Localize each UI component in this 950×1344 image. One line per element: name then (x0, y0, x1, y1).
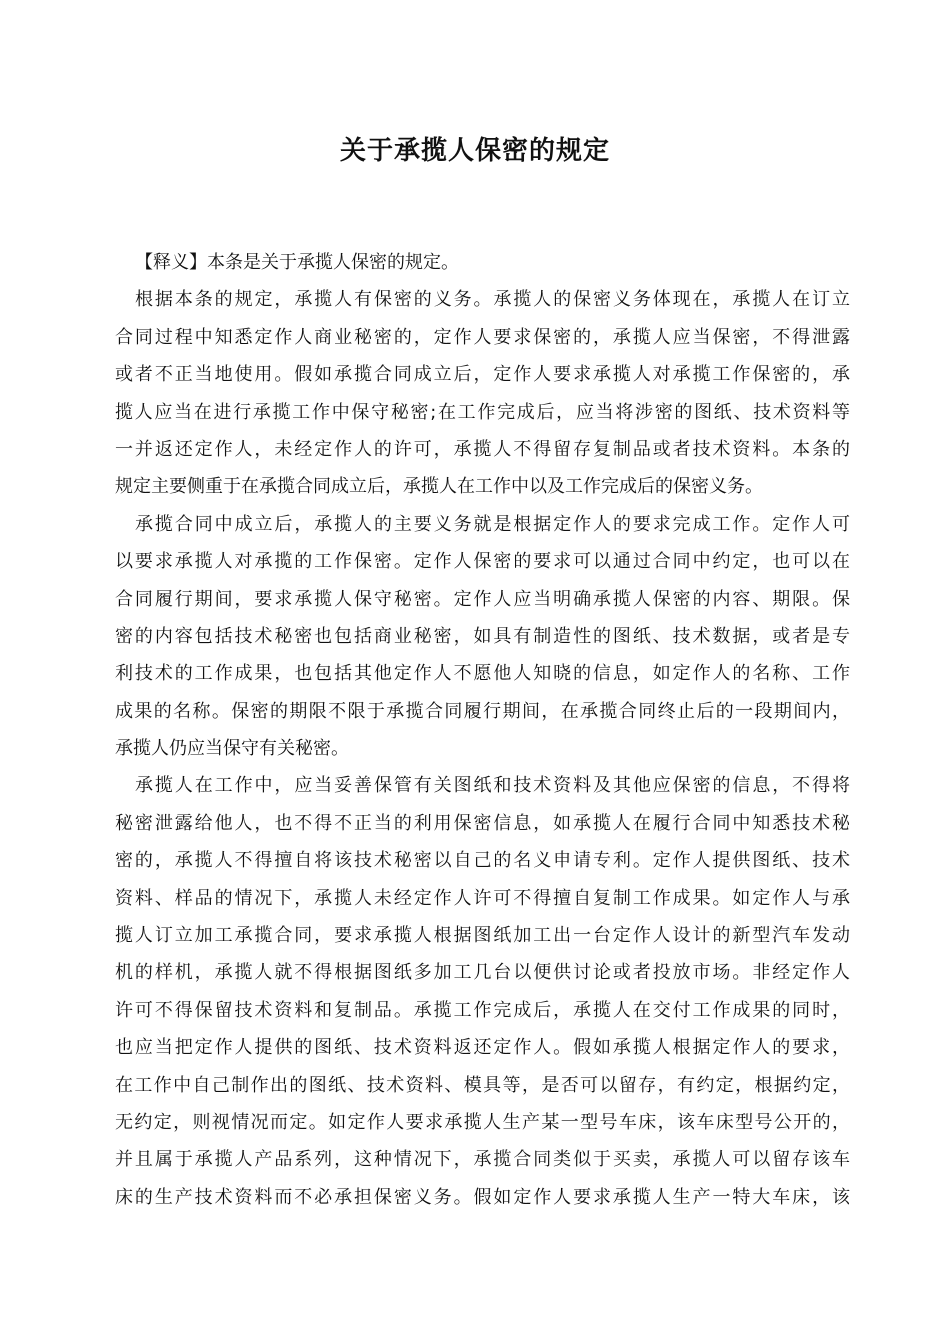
paragraph-line: 在工作中自己制作出的图纸、技术资料、模具等，是否可以留存，有约定，根据约定， (115, 1074, 850, 1096)
paragraph-line: 秘密泄露给他人，也不得不正当的利用保密信息，如承揽人在履行合同中知悉技术秘 (115, 812, 850, 834)
paragraph-line: 密的内容包括技术秘密也包括商业秘密，如具有制造性的图纸、技术数据，或者是专 (115, 625, 850, 647)
paragraph-line: 承揽人在工作中，应当妥善保管有关图纸和技术资料及其他应保密的信息，不得将 (135, 775, 850, 797)
paragraph-line: 密的，承揽人不得擅自将该技术秘密以自己的名义申请专利。定作人提供图纸、技术 (115, 850, 850, 872)
paragraph-line: 揽人订立加工承揽合同，要求承揽人根据图纸加工出一台定作人设计的新型汽车发动 (115, 925, 850, 947)
paragraph-line: 揽人应当在进行承揽工作中保守秘密;在工作完成后，应当将涉密的图纸、技术资料等 (115, 401, 850, 423)
paragraph-line: 一并返还定作人，未经定作人的许可，承揽人不得留存复制品或者技术资料。本条的 (115, 438, 850, 460)
paragraph-line: 合同过程中知悉定作人商业秘密的，定作人要求保密的，承揽人应当保密，不得泄露 (115, 326, 850, 348)
paragraph-line: 规定主要侧重于在承揽合同成立后，承揽人在工作中以及工作完成后的保密义务。 (115, 476, 763, 498)
paragraph-line: 承揽合同中成立后，承揽人的主要义务就是根据定作人的要求完成工作。定作人可 (135, 513, 850, 535)
document-body (115, 244, 850, 1216)
paragraph-line: 机的样机，承揽人就不得根据图纸多加工几台以便供讨论或者投放市场。非经定作人 (115, 962, 850, 984)
paragraph-line: 资料、样品的情况下，承揽人未经定作人许可不得擅自复制工作成果。如定作人与承 (115, 887, 850, 909)
paragraph-line: 成果的名称。保密的期限不限于承揽合同履行期间，在承揽合同终止后的一段期间内， (115, 700, 850, 722)
paragraph-line: 以要求承揽人对承揽的工作保密。定作人保密的要求可以通过合同中约定，也可以在 (115, 551, 850, 573)
paragraph-line: 合同履行期间，要求承揽人保守秘密。定作人应当明确承揽人保密的内容、期限。保 (115, 588, 850, 610)
paragraph-line: 许可不得保留技术资料和复制品。承揽工作完成后，承揽人在交付工作成果的同时， (115, 999, 850, 1021)
paragraph-line: 并且属于承揽人产品系列，这种情况下，承揽合同类似于买卖，承揽人可以留存该车 (115, 1149, 850, 1171)
paragraph-line: 也应当把定作人提供的图纸、技术资料返还定作人。假如承揽人根据定作人的要求， (115, 1037, 850, 1059)
paragraph-line: 无约定，则视情况而定。如定作人要求承揽人生产某一型号车床，该车床型号公开的， (115, 1111, 850, 1133)
paragraph-line: 根据本条的规定，承揽人有保密的义务。承揽人的保密义务体现在，承揽人在订立 (135, 289, 850, 311)
paragraph-line: 【释义】本条是关于承揽人保密的规定。 (135, 252, 459, 273)
paragraph-line: 床的生产技术资料而不必承担保密义务。假如定作人要求承揽人生产一特大车床，该 (115, 1186, 850, 1208)
paragraph-line: 承揽人仍应当保守有关秘密。 (115, 738, 349, 760)
paragraph-line: 或者不正当地使用。假如承揽合同成立后，定作人要求承揽人对承揽工作保密的，承 (115, 364, 850, 386)
paragraph-line: 利技术的工作成果，也包括其他定作人不愿他人知晓的信息，如定作人的名称、工作 (115, 663, 850, 685)
document-title: 关于承揽人保密的规定 (339, 136, 610, 166)
